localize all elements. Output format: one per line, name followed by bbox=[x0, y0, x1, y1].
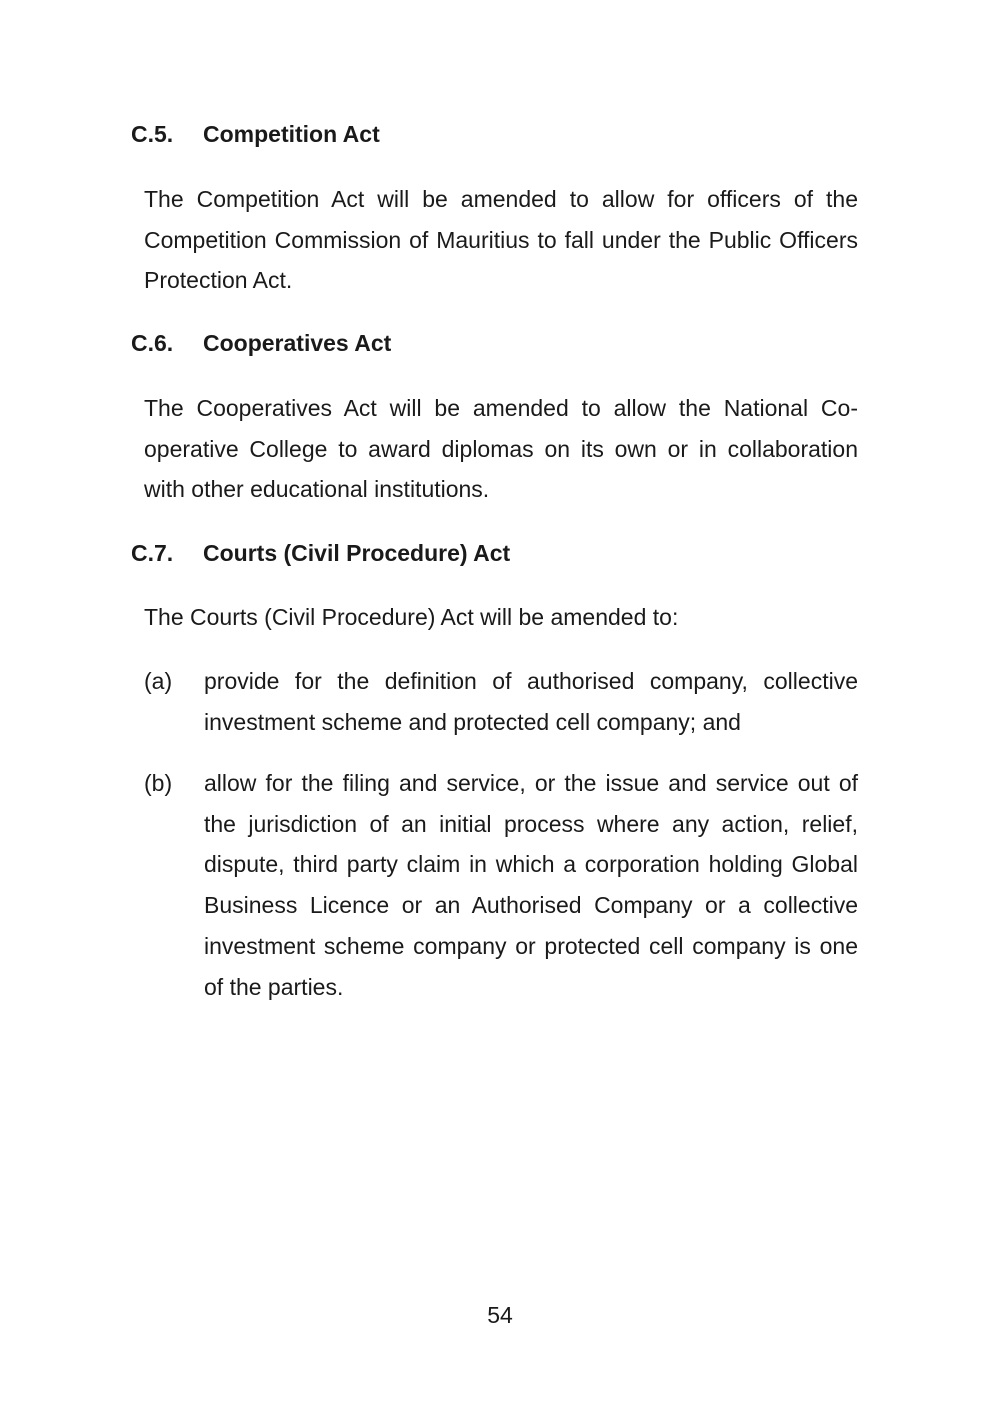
section-title: Courts (Civil Procedure) Act bbox=[203, 540, 511, 566]
section-title: Cooperatives Act bbox=[203, 330, 392, 356]
page-number: 54 bbox=[487, 1302, 513, 1328]
list-item-text: allow for the filing and service, or the issue and service out of the jurisdiction of an initial process where any action, relief, dispute, third party claim in which a corporation holding Global Business Licence or an Authorised Company or a collective investment scheme company or protected cell company is one of the parties. bbox=[204, 770, 858, 1000]
list-item-label: (a) bbox=[144, 668, 173, 694]
section-title: Competition Act bbox=[203, 121, 380, 147]
section-number: C.7. bbox=[131, 540, 174, 566]
section-body-c6: The Cooperatives Act will be amended to allow the National Co-operative College to award diplomas on its own or in collaboration with other educational institutions. bbox=[144, 395, 858, 503]
section-body-c5: The Competition Act will be amended to allow for officers of the Competition Commission of Mauritius to fall under the Public Officers Protection Act. bbox=[144, 186, 858, 294]
section-number: C.5. bbox=[131, 121, 174, 147]
section-heading-c7 bbox=[131, 533, 861, 574]
list-item-a bbox=[144, 661, 858, 742]
section-heading-c6 bbox=[131, 323, 861, 364]
list-item-label: (b) bbox=[144, 770, 173, 796]
list-item-text: provide for the definition of authorised company, collective investment scheme and protected cell company; and bbox=[204, 668, 858, 735]
section-heading-c5 bbox=[131, 114, 861, 155]
section-body-c7: The Courts (Civil Procedure) Act will be amended to: bbox=[144, 604, 679, 630]
section-number: C.6. bbox=[131, 330, 174, 356]
list-item-b bbox=[144, 763, 858, 1007]
